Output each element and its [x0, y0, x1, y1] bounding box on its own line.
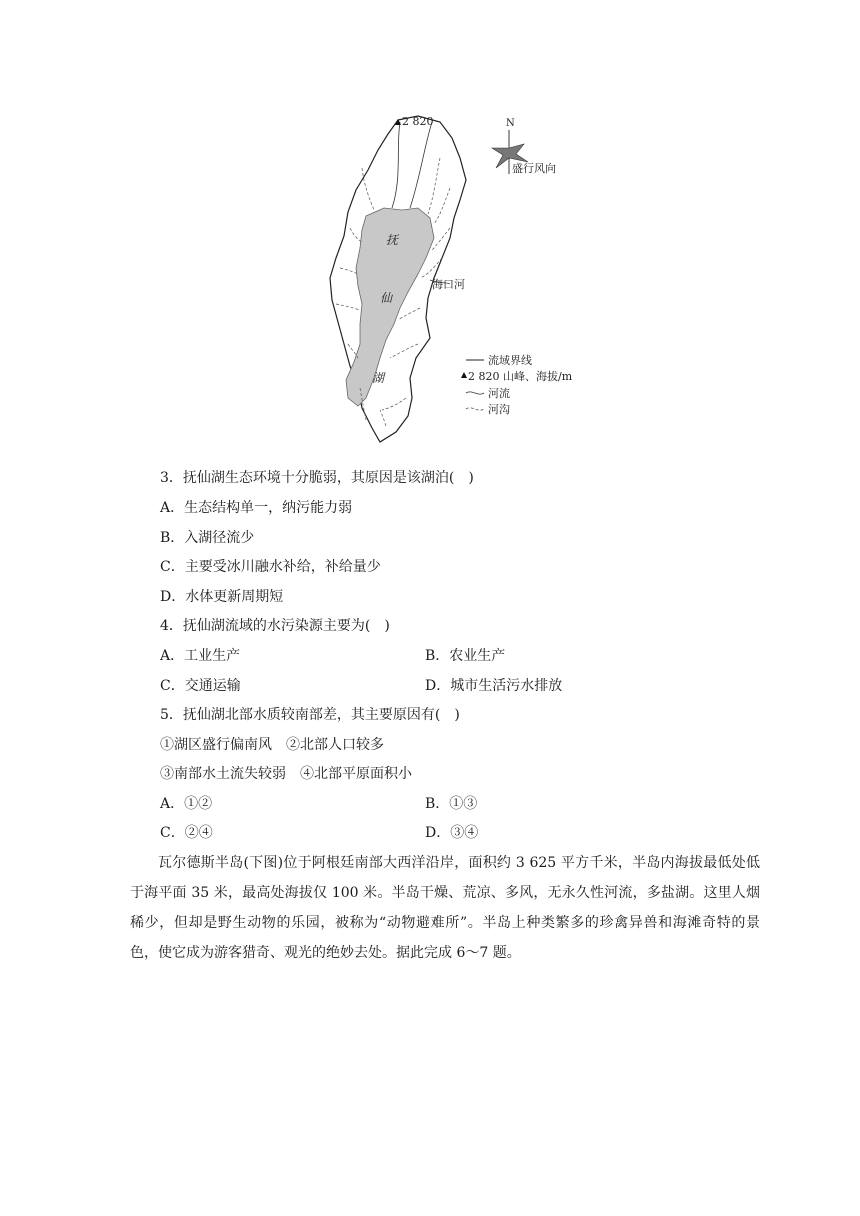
question-5-option-c: C．②④	[160, 825, 213, 841]
legend-river-label: 河流	[488, 387, 510, 400]
lake-label-char-1: 抚	[386, 233, 399, 247]
wind-direction-label: 盛行风向	[512, 162, 556, 175]
question-3-stem: 3．抚仙湖生态环境十分脆弱，其原因是该湖泊( )	[160, 470, 474, 486]
question-5-statement-line-1: ①湖区盛行偏南风 ②北部人口较多	[160, 737, 384, 753]
question-4-stem: 4．抚仙湖流域的水污染源主要为( )	[160, 618, 390, 634]
question-5-stem: 5．抚仙湖北部水质较南部差，其主要原因有( )	[160, 707, 460, 723]
passage-text: 瓦尔德斯半岛(下图)位于阿根廷南部大西洋沿岸，面积约 3 625 平方千米，半岛内海拔最低处低于海平面 35 米，最高处海拔仅 100 米。半岛干燥、荒凉、多风，无永久性河流，多盐湖。这里人烟稀少，但却是野生动物的乐园，被称为“动物避难所”。半岛上种类繁多的珍禽异兽和海滩奇特的景色，使它成为游客猎奇、观光的绝妙去处。据此完成 6～7 题。	[130, 855, 760, 961]
valdes-passage	[130, 848, 760, 968]
question-3-option-a: A．生态结构单一，纳污能力弱	[160, 500, 353, 516]
question-5-option-a: A．①②	[160, 796, 213, 812]
question-3-option-b: B．入湖径流少	[160, 530, 255, 546]
lake-map-figure	[300, 108, 600, 448]
question-3-option-c: C．主要受冰川融水补给，补给量少	[160, 559, 381, 575]
river-line	[410, 122, 432, 208]
lake-label-char-2: 仙	[380, 291, 393, 305]
legend-gully-swatch	[466, 408, 484, 410]
question-3-option-d: D．水体更新周期短	[160, 589, 284, 605]
lake-label-char-3: 湖	[372, 371, 385, 385]
legend-peak-icon	[461, 372, 467, 378]
question-5-option-d: D．③④	[425, 825, 479, 841]
question-4-option-c: C．交通运输	[160, 678, 241, 694]
question-4-option-d: D．城市生活污水排放	[425, 678, 563, 694]
legend-river-swatch	[466, 392, 484, 394]
river-outlet-label: 海口河	[432, 278, 465, 291]
peak-elevation-label: 2 820	[402, 115, 434, 128]
north-label: N	[506, 118, 515, 129]
question-5-statement-line-2: ③南部水土流失较弱 ④北部平原面积小	[160, 766, 412, 782]
legend-gully-label: 河沟	[488, 403, 510, 416]
legend-peak-label: 2 820 山峰、海拔/m	[468, 370, 573, 383]
legend-boundary-label: 流域界线	[488, 354, 532, 367]
question-5-option-b: B．①③	[425, 796, 478, 812]
question-4-option-b: B．农业生产	[425, 648, 506, 664]
river-line	[392, 122, 400, 208]
fuxian-lake-map	[300, 108, 600, 448]
question-4-option-a: A．工业生产	[160, 648, 241, 664]
